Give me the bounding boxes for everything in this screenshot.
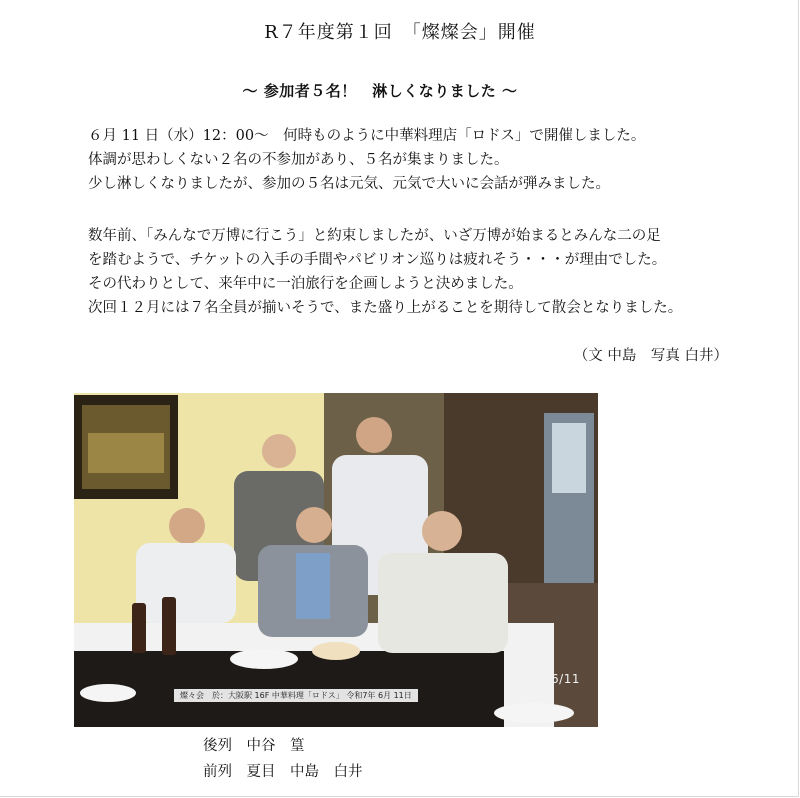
page-title: R７年度第１回 「燦燦会」開催	[264, 22, 536, 43]
page-subtitle: ～ 参加者５名！ 淋しくなりました ～	[242, 82, 518, 100]
front-row-names: 前列 夏目 中島 白井	[203, 764, 363, 780]
paragraph-1-line-1: ６月 11 日（水）12：00～ 何時ものように中華料理店「ロドス」で開催しました。	[88, 128, 646, 144]
paragraph-2-line-2: を踏むようで、チケットの入手の手間やパビリオン巡りは疲れそう・・・が理由でした。	[88, 252, 667, 268]
photo-caption: 燦々会 於：大阪駅 16F 中華料理「ロドス」 令和7年 6月 11日	[174, 689, 418, 702]
paragraph-2-line-3: その代わりとして、来年中に一泊旅行を企画しようと決めました。	[88, 276, 523, 292]
photo-timestamp: 2025/06/11	[505, 672, 580, 686]
group-photo	[74, 393, 598, 727]
paragraph-1	[88, 124, 778, 196]
paragraph-2	[88, 224, 778, 320]
paragraph-1-line-3: 少し淋しくなりましたが、参加の５名は元気、元気で大いに会話が弾みました。	[88, 176, 610, 192]
paragraph-2-line-4: 次回１２月には７名全員が揃いそうで、また盛り上がることを期待して散会となりました。	[88, 300, 683, 316]
paragraph-1-line-2: 体調が思わしくない２名の不参加があり、５名が集まりました。	[88, 152, 509, 168]
author-credit: （文 中島 写真 白井）	[573, 348, 728, 364]
paragraph-2-line-1: 数年前、「みんなで万博に行こう」と約束しましたが、いざ万博が始まるとみんな二の足	[88, 228, 661, 244]
back-row-names: 後列 中谷 篁	[203, 738, 305, 754]
